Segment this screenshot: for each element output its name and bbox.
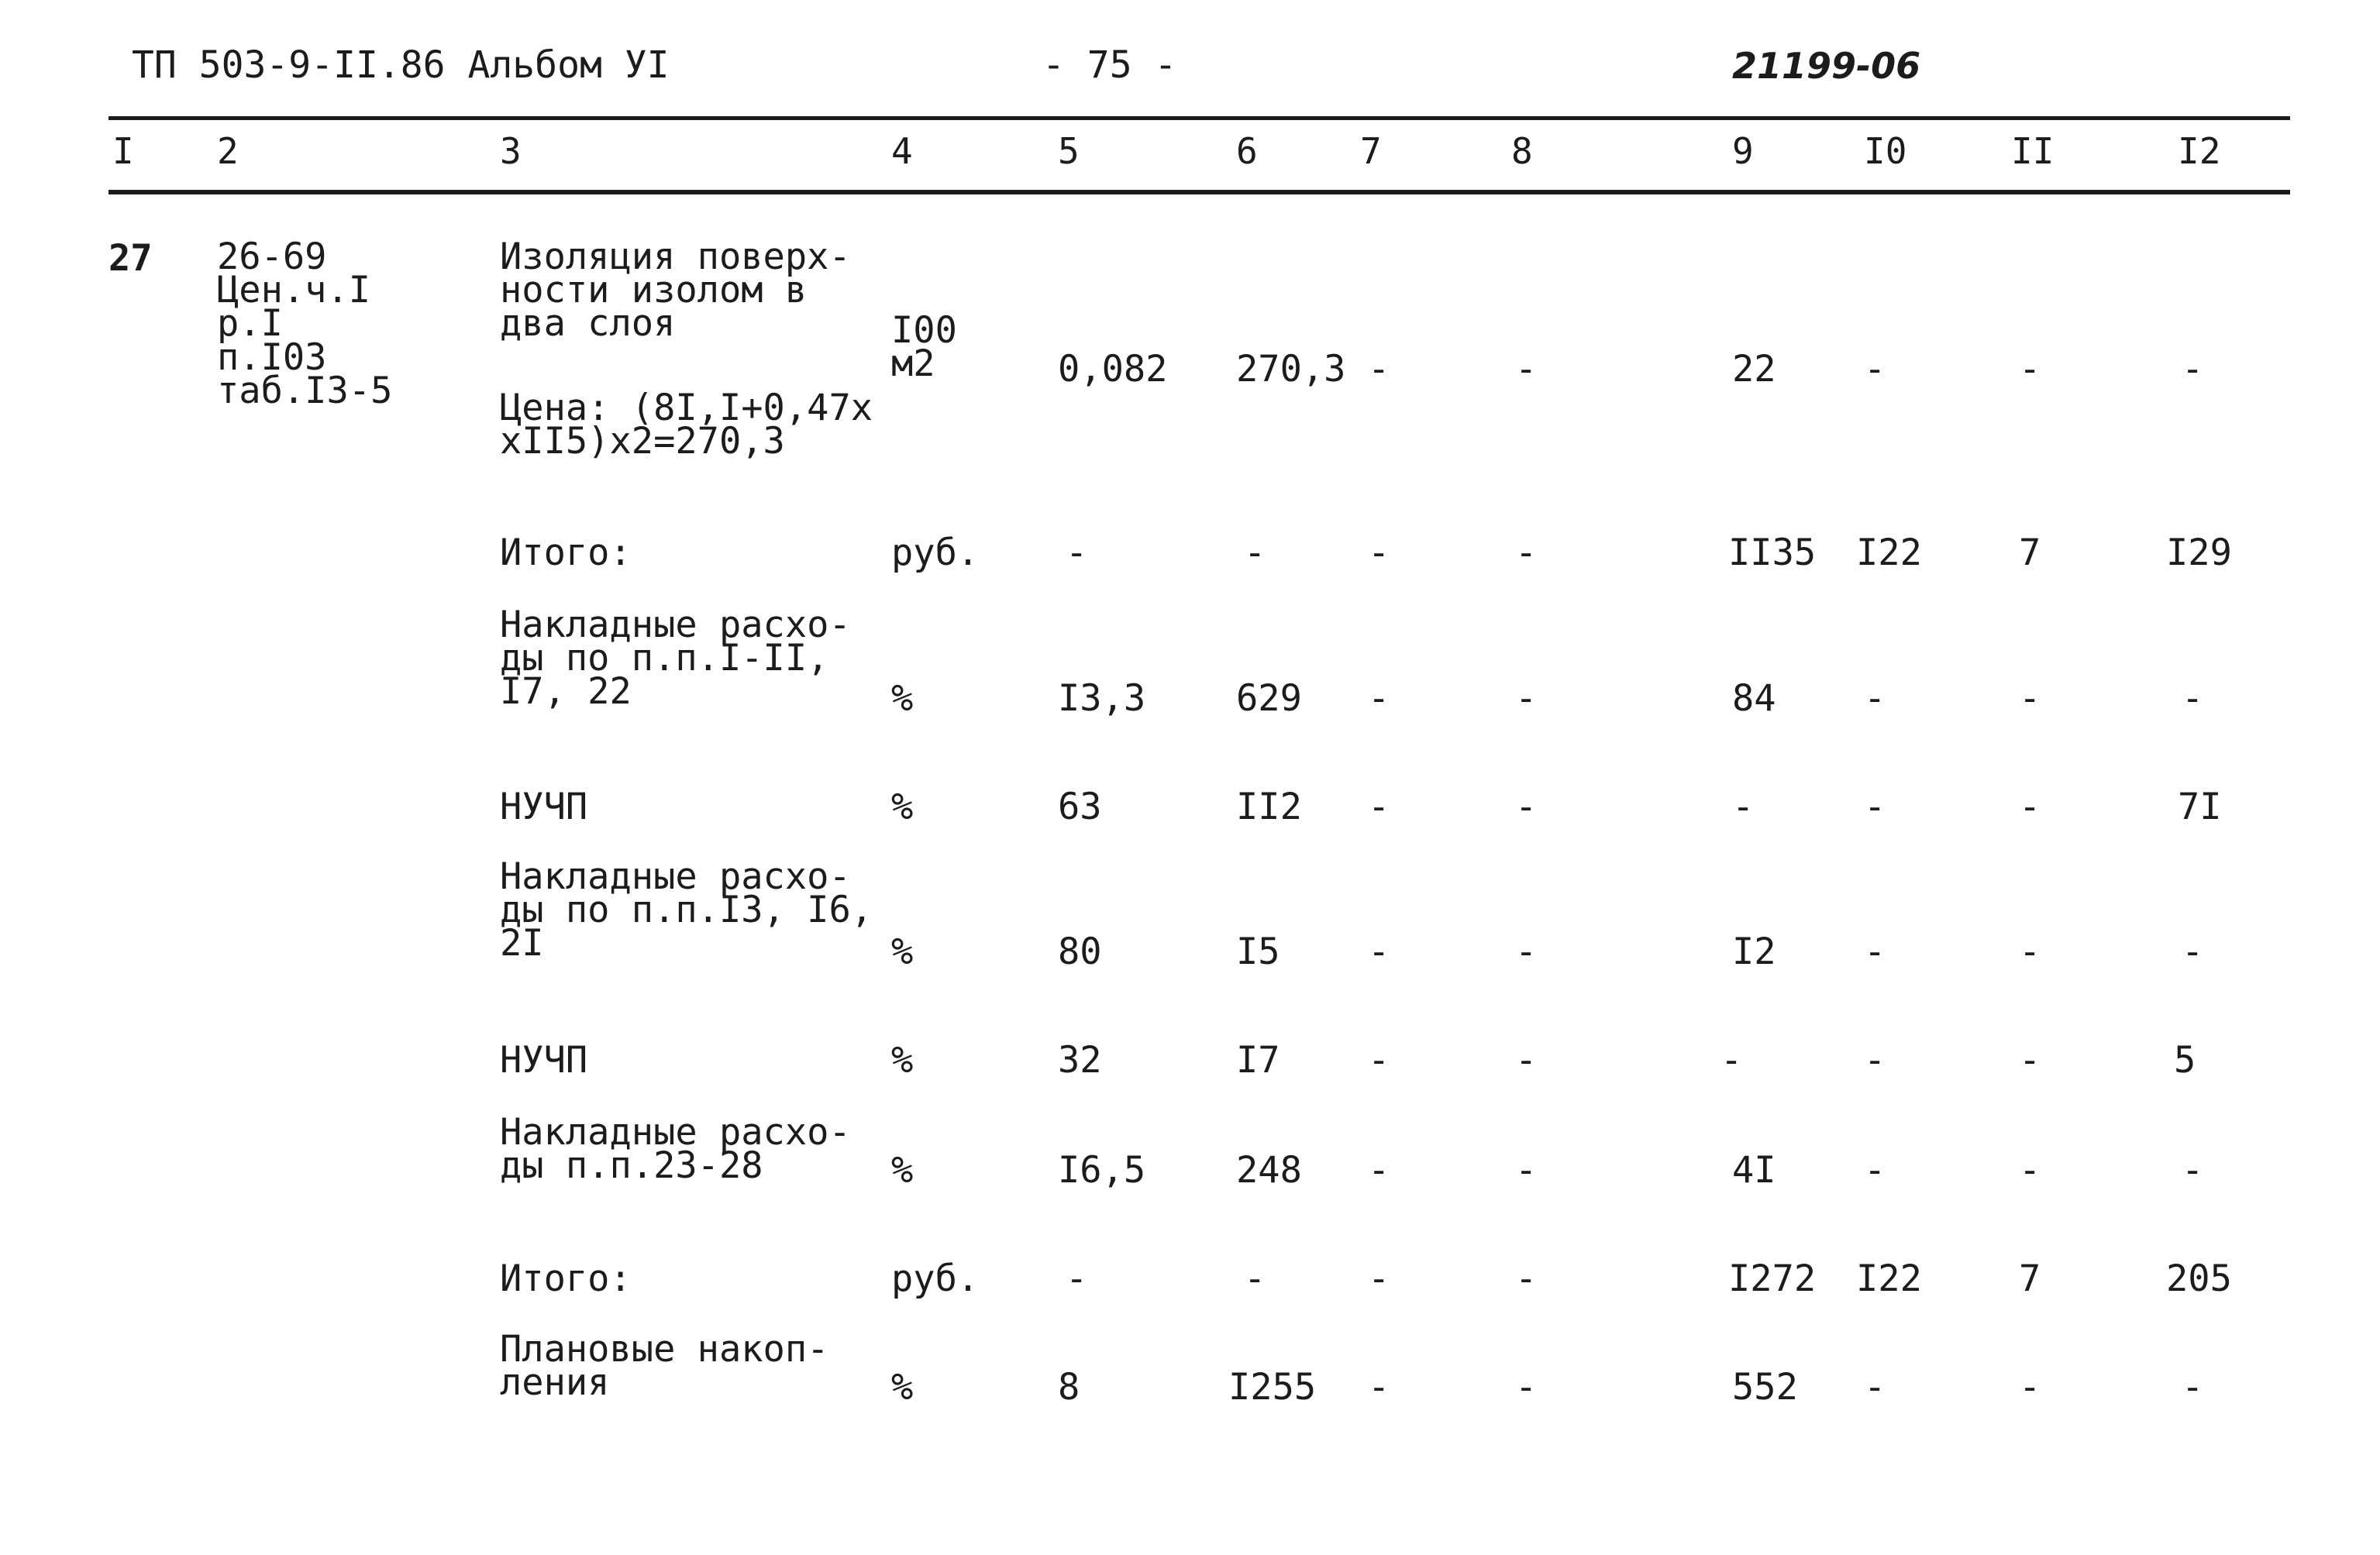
row-number: 27 <box>108 237 153 280</box>
cell-col4: % <box>891 786 914 828</box>
cell-col7: - <box>1368 1039 1390 1082</box>
cell-col10: - <box>1864 786 1886 828</box>
cell-col4: % <box>891 677 914 720</box>
cell-col9: 552 <box>1732 1366 1798 1409</box>
cell-col6: I7 <box>1236 1039 1280 1082</box>
column-header-6: 6 <box>1236 130 1258 172</box>
row-label: Накладные расхо- ды по п.п.I-II, I7, 22 <box>500 604 851 714</box>
handwritten-doc-number: 21199-06 <box>1732 45 1921 87</box>
cell-col10: - <box>1864 677 1886 720</box>
cell-col7: - <box>1368 532 1390 574</box>
cell-col10: - <box>1864 1149 1886 1192</box>
cell-col5: 32 <box>1058 1039 1102 1082</box>
cell-col5: 80 <box>1058 931 1102 973</box>
cell-col11: - <box>2019 786 2041 828</box>
column-header-8: 8 <box>1511 130 1533 172</box>
cell-col11: - <box>2019 1039 2041 1082</box>
cell-col11: 7 <box>2019 1257 2041 1300</box>
cell-col9: I272 <box>1728 1257 1817 1300</box>
unit-of-measure: I00 м2 <box>891 309 957 386</box>
cell-col5: 0,082 <box>1058 348 1168 390</box>
cell-col11: - <box>2019 677 2041 720</box>
cell-col6: 270,3 <box>1236 348 1346 390</box>
cell-col12: 7I <box>2178 786 2222 828</box>
cell-col8: - <box>1515 348 1538 390</box>
page-number: - 75 - <box>1042 43 1177 87</box>
cell-col4: руб. <box>891 532 980 574</box>
cell-col9: 84 <box>1732 677 1776 720</box>
cell-col4: % <box>891 1039 914 1082</box>
cell-col10: - <box>1864 1366 1886 1409</box>
cell-col8: - <box>1515 1366 1538 1409</box>
column-header-12: I2 <box>2178 130 2221 172</box>
cell-col5: 63 <box>1058 786 1102 828</box>
price-calculation: Цена: (8I,I+0,47х хII5)х2=270,3 <box>500 387 873 463</box>
column-header-5: 5 <box>1058 130 1080 172</box>
cell-col11: - <box>2019 348 2041 390</box>
cell-col8: - <box>1515 532 1538 574</box>
cell-col11: - <box>2019 931 2041 973</box>
cell-col9: - <box>1732 786 1755 828</box>
cell-col6: I255 <box>1228 1366 1317 1409</box>
cell-col10: - <box>1864 1039 1886 1082</box>
cell-col6: 248 <box>1236 1149 1302 1192</box>
cell-col12: 5 <box>2174 1039 2196 1082</box>
cell-col5: - <box>1066 532 1088 574</box>
row-label: Итого: <box>500 532 632 574</box>
column-header-3: 3 <box>500 130 522 172</box>
document-reference: ТП 503-9-II.86 Альбом УI <box>132 43 670 87</box>
column-header-10: I0 <box>1864 130 1907 172</box>
cell-col8: - <box>1515 1149 1538 1192</box>
column-header-2: 2 <box>217 130 239 172</box>
cell-col12: - <box>2182 677 2204 720</box>
column-header-11: II <box>2011 130 2055 172</box>
row-label: Накладные расхо- ды п.п.23-28 <box>500 1111 851 1188</box>
cell-col12: I29 <box>2166 532 2232 574</box>
work-description: Изоляция поверх- ности изолом в два слоя <box>500 236 851 346</box>
cell-col12: - <box>2182 931 2204 973</box>
cell-col6: I5 <box>1236 931 1280 973</box>
cell-col5: I3,3 <box>1058 677 1146 720</box>
cell-col7: - <box>1368 1149 1390 1192</box>
cell-col11: - <box>2019 1149 2041 1192</box>
cell-col12: - <box>2182 1149 2204 1192</box>
cell-col10: - <box>1864 348 1886 390</box>
row-label: Плановые накоп- ления <box>500 1328 829 1405</box>
cell-col5: I6,5 <box>1058 1149 1146 1192</box>
cell-col7: - <box>1368 931 1390 973</box>
cell-col9: - <box>1720 1039 1743 1082</box>
cell-col10: I22 <box>1856 532 1922 574</box>
cell-col4: % <box>891 931 914 973</box>
cell-col9: I2 <box>1732 931 1776 973</box>
cell-col12: - <box>2182 348 2204 390</box>
cell-col11: - <box>2019 1366 2041 1409</box>
cell-col6: II2 <box>1236 786 1302 828</box>
cell-col12: - <box>2182 1366 2204 1409</box>
cell-col8: - <box>1515 677 1538 720</box>
table-header-rule <box>108 190 2290 194</box>
cell-col7: - <box>1368 348 1390 390</box>
cell-col7: - <box>1368 1257 1390 1300</box>
row-label: НУЧП <box>500 1039 588 1082</box>
cell-col6: - <box>1244 532 1266 574</box>
cell-col11: 7 <box>2019 532 2041 574</box>
column-header-7: 7 <box>1360 130 1382 172</box>
cell-col8: - <box>1515 1257 1538 1300</box>
cell-col10: - <box>1864 931 1886 973</box>
cell-col10: I22 <box>1856 1257 1922 1300</box>
table-top-rule <box>108 116 2290 120</box>
cell-col8: - <box>1515 931 1538 973</box>
cell-col9: 22 <box>1732 348 1776 390</box>
cell-col12: 205 <box>2166 1257 2232 1300</box>
row-label: Накладные расхо- ды по п.п.I3, I6, 2I <box>500 855 873 965</box>
cell-col5: 8 <box>1058 1366 1080 1409</box>
cell-col7: - <box>1368 786 1390 828</box>
cell-col6: - <box>1244 1257 1266 1300</box>
cell-col7: - <box>1368 1366 1390 1409</box>
cell-col6: 629 <box>1236 677 1302 720</box>
column-header-4: 4 <box>891 130 913 172</box>
cell-col5: - <box>1066 1257 1088 1300</box>
cell-col9: II35 <box>1728 532 1817 574</box>
column-header-9: 9 <box>1732 130 1754 172</box>
cell-col4: % <box>891 1366 914 1409</box>
cell-col4: % <box>891 1149 914 1192</box>
column-header-1: I <box>112 130 134 172</box>
cell-col4: руб. <box>891 1257 980 1300</box>
cell-col8: - <box>1515 786 1538 828</box>
row-label: НУЧП <box>500 786 588 828</box>
rate-reference: 26-69 Цен.ч.I р.I п.I03 таб.I3-5 <box>217 236 393 412</box>
cell-col8: - <box>1515 1039 1538 1082</box>
cell-col9: 4I <box>1732 1149 1776 1192</box>
cell-col7: - <box>1368 677 1390 720</box>
row-label: Итого: <box>500 1257 632 1300</box>
